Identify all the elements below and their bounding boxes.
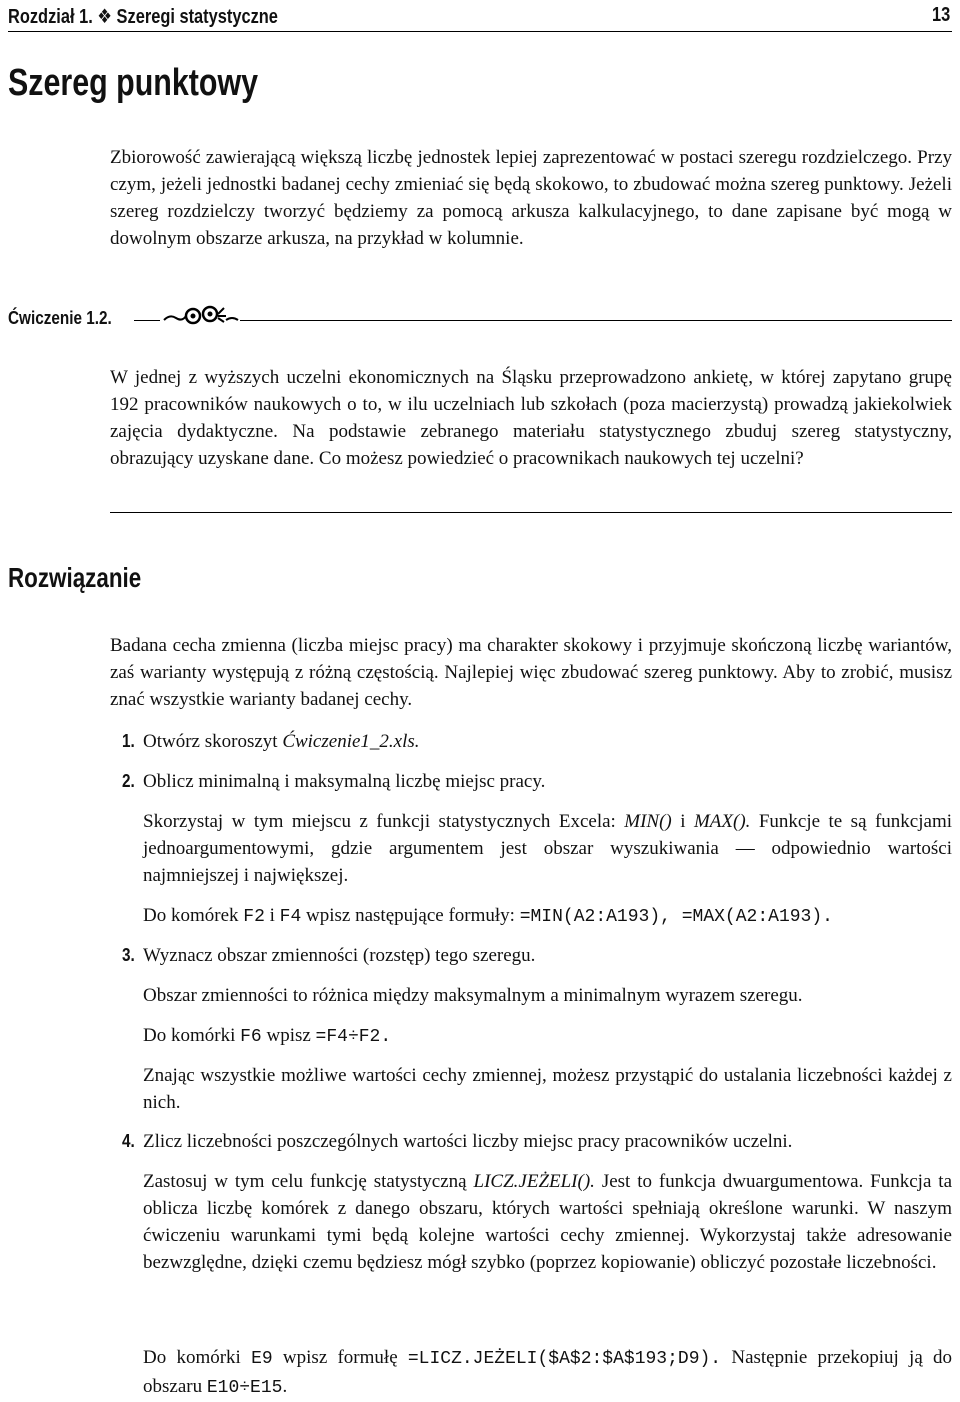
step-4-note-b: [143, 1344, 952, 1402]
step-4-note-a: [143, 1168, 952, 1276]
cell-range: E10÷E15: [206, 1378, 283, 1398]
step-number: 2.: [122, 771, 135, 791]
step-text: [143, 728, 420, 755]
exercise-ornament-icon: [160, 302, 240, 326]
note-text: i: [264, 905, 280, 926]
note-text: Jest to funkcja dwuargumentowa. Funkcja ta oblicza liczbę komórek z danego obszaru, których wartości spełniają określone warunki. W naszym ćwiczeniu warunkami tymi będą kolejne wartości cechy zmiennej. Wykorzystaj także adresowanie bezwzględne, dzięki czemu będziesz mógł szybko (poprzez kopiowanie) obliczyć pozostałe liczebności.: [143, 1171, 952, 1273]
exercise-bottom-rule: [110, 512, 952, 513]
cell-ref: F2: [243, 907, 265, 927]
function-name: LICZ.JEŻELI().: [473, 1171, 595, 1192]
step-1-text: Otwórz skoroszyt: [143, 731, 283, 752]
cell-ref: F6: [240, 1027, 262, 1047]
file-name: Ćwiczenie1_2.xls.: [282, 731, 420, 752]
note-text: wpisz: [261, 1025, 316, 1046]
step-3-note-a: Obszar zmienności to różnica między maksymalnym a minimalnym wyrazem szeregu.: [143, 985, 803, 1006]
note-text: Następnie przekopiuj ją do obszaru: [143, 1347, 952, 1397]
step-number: 4.: [122, 1131, 135, 1151]
note-text: i: [671, 811, 694, 832]
function-name: MAX().: [693, 811, 751, 832]
formula: =MIN(A2:A193), =MAX(A2:A193).: [519, 907, 833, 927]
page-header: [8, 2, 952, 32]
formula: =F4÷F2.: [315, 1027, 392, 1047]
step-text: Oblicz minimalną i maksymalną liczbę miejsc pracy.: [143, 771, 546, 792]
step-3-note-b: [143, 1022, 952, 1051]
section-title: Szereg punktowy: [8, 62, 258, 104]
note-text: Zastosuj w tym celu funkcję statystyczną: [143, 1171, 474, 1192]
cell-ref: E9: [251, 1349, 273, 1369]
page-number: 13: [931, 4, 950, 26]
intro-paragraph: Zbiorowość zawierającą większą liczbę jednostek lepiej zaprezentować w postaci szeregu rozdzielczego. Przy czym, jeżeli jednostki badanej cechy zmieniać się będą skokowo, to zbudować można szereg punktowy. Jeżeli szereg rozdzielczy tworzyć będziemy za pomocą arkusza kalkulacyjnego, to dane zapisane być mogą w dowolnym obszarze arkusza, na przykład w kolumnie.: [110, 147, 952, 249]
step-2-note-b: [143, 902, 952, 931]
function-name: MIN(): [624, 811, 672, 832]
header-rule: [8, 31, 952, 32]
solution-intro: Badana cecha zmienna (liczba miejsc pracy) ma charakter skokowy i przyjmuje skończoną liczbę wariantów, zaś warianty występują z różną częstością. Najlepiej więc zbudować szereg punktowy. Aby to zrobić, musisz znać wszystkie warianty badanej cechy.: [110, 635, 952, 710]
note-text: Funkcje te są funkcjami jednoargumentowymi, gdzie argumentem jest obszar wyszukiwania — odpowiednio wartości najmniejszej i największej.: [143, 811, 952, 886]
exercise-text: W jednej z wyższych uczelni ekonomicznych na Śląsku przeprowadzono ankietę, w której zapytano grupę 192 pracowników naukowych o to, w ilu uczelniach lub szkołach (poza macierzystą) prowadzą jakiekolwiek zajęcia dydaktyczne. Na podstawie zebranego materiału statystycznego zbuduj szereg statystyczny, obrazujący uzyskane dane. Co możesz powiedzieć o pracownikach naukowych tej uczelni?: [110, 367, 952, 469]
step-number: 1.: [122, 731, 135, 751]
cell-ref: F4: [279, 907, 302, 927]
note-text: Skorzystaj w tym miejscu z funkcji statystycznych Excela:: [143, 811, 625, 832]
step-text: Zlicz liczebności poszczególnych wartości liczby miejsc pracy pracowników uczelni.: [143, 1131, 793, 1152]
step-3-note-c: Znając wszystkie możliwe wartości cechy zmiennej, możesz przystąpić do ustalania liczebności każdej z nich.: [143, 1065, 952, 1113]
chapter-title: Rozdział 1. ❖ Szeregi statystyczne: [8, 6, 278, 28]
note-text: wpisz następujące formuły:: [301, 905, 520, 926]
step-number: 3.: [122, 945, 135, 965]
exercise-top-rule: [134, 320, 952, 321]
note-text: Do komórki: [143, 1025, 241, 1046]
step-text: Wyznacz obszar zmienności (rozstęp) tego szeregu.: [143, 945, 536, 966]
note-text: Do komórki: [143, 1347, 252, 1368]
step-2-note-a: [143, 808, 952, 889]
note-text: Do komórek: [143, 905, 244, 926]
note-text: wpisz formułę: [272, 1347, 408, 1368]
solution-heading: Rozwiązanie: [8, 562, 142, 593]
exercise-label: Ćwiczenie 1.2.: [8, 308, 112, 328]
note-text: .: [282, 1376, 288, 1397]
formula: =LICZ.JEŻELI($A$2:$A$193;D9).: [407, 1349, 722, 1369]
